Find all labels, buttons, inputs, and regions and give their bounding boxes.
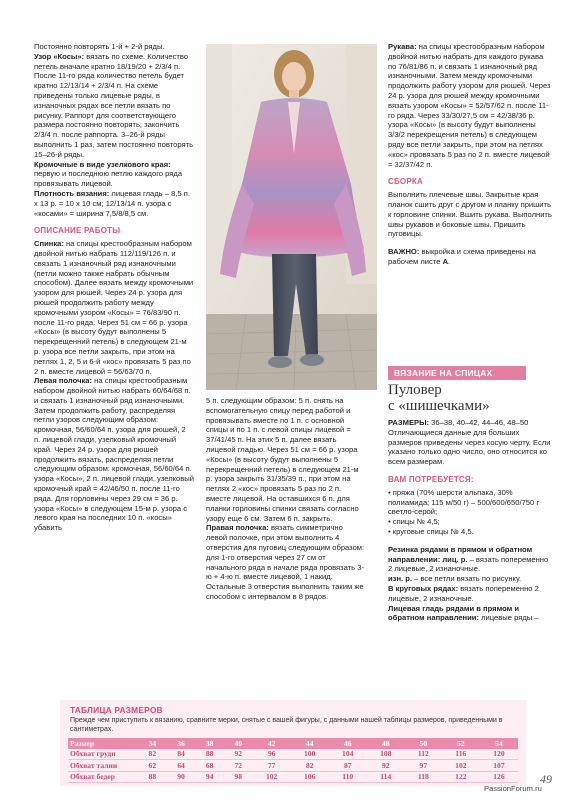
section-heading: ВАМ ПОТРЕБУЕТСЯ: (388, 474, 474, 484)
paragraph: изн. р. – все петли вязать по рисунку. (388, 574, 522, 584)
paragraph: Узор «Косы»: вязать по схеме. Количество петель вначале кратно 18/19/20 + 2/3/4 п. После 11-го ряда количество петель будет кратно 12/13/14 + 2/3/4 п. На схеме приведены только лицевые ряды, в изнаночных рядах все петли вязать по рисунку. Раппорт для соответствующего размера постоянно повторять, закончить 2/3/4 п. после раппорта. 3–26-й ряды выполнить 1 раз, затем постоянно повторять 15–26-й ряды. (34, 51, 194, 159)
paragraph: В круговых рядах: вязать попеременно 2 лицевые, 2 изнаночные. (388, 583, 539, 603)
list-item: • спицы № 4,5; (388, 517, 440, 527)
text-column-1 (34, 42, 194, 533)
table-cell: 77 (253, 760, 291, 772)
table-cell: 82 (138, 749, 167, 760)
title-line: с «шишечками» (388, 398, 490, 414)
table-cell: 104 (329, 749, 367, 760)
paragraph: Левая полочка: на спицы крестообразным набором двойной нитью набрать 60/64/68 п. и связать 1 изнаночный ряд изнаночными. Затем продолжить работу, распределяя петли узоров следующим образом: кромочная, 56/60/64 п. узора для рюшей, 2 п. лицевой глади, узелковый кромочный край. Через 24 р. узора для рюшей продолжить вязать, распределяя петли следующим образом: кромочная, 56/60/64 п. узора «Косы», 2 п. лицевой глади, узелковый кромочный край = 42/46/50 п. после 11-го ряда. Для горловины через 29 см = 36 р. узора «Косы» в следующем 15-м р. узора с левого края на последних 10 п. «косы» убавить (34, 376, 194, 533)
table-header-row (68, 738, 518, 749)
table-cell: 62 (138, 760, 167, 772)
paragraph: Постоянно повторять 1-й + 2-й ряды. (34, 42, 165, 51)
paragraph: Лицевая гладь рядами в прямом и обратном направлении: лицевые ряды – (388, 603, 539, 623)
size-table-note: Прежде чем приступить к вязанию, сравните мерки, снятые с вашей фигуры, с данными нашей таблицы размеров, приведенными в сантиметрах. (70, 717, 503, 733)
table-cell: 118 (405, 771, 442, 783)
table-cell: 116 (442, 749, 480, 760)
table-cell: 72 (224, 760, 253, 772)
table-cell: 92 (367, 760, 405, 772)
section-heading: ОПИСАНИЕ РАБОТЫ (34, 226, 121, 236)
paragraph: Плотность вязания: лицевая гладь – 8,5 п. х 13 р. = 10 х 10 см; 12/13/14 п. узора с «косами» = ширина 7,5/8/8,5 см. (34, 188, 190, 218)
table-cell: 84 (167, 749, 196, 760)
table-cell: 107 (480, 760, 518, 772)
table-cell: 98 (224, 771, 253, 783)
table-cell: 100 (291, 749, 329, 760)
size-table (68, 738, 518, 783)
table-cell: 34 (138, 738, 167, 749)
paragraph: Правая полочка: вязать симметрично левой полочке, при этом выполнить 4 отверстия для пуговиц следующим образом: для 1-го отверстия через 27 см от начального ряда в начале ряда провязать 3-ю + 4-ю п. вместе лицевой, 1 накид. Остальные 3 отверстия выполнить таким же способом с интервалом в 8 рядов. (206, 523, 365, 601)
table-cell: 52 (442, 738, 480, 749)
title-line: Пуловер (388, 382, 442, 398)
table-cell: 102 (442, 760, 480, 772)
table-cell: 120 (480, 749, 518, 760)
table-cell: Размер (68, 738, 138, 749)
paragraph: ВАЖНО: выкройка и схема приведены на рабочем листе А. (388, 247, 536, 266)
paragraph: Выполнить плечевые швы. Закрытые края планок сшить друг с другом и планку пришить к горловине спинки. Вшить рукава. Выполнить швы рукавов и боковые швы. Пришить пуговицы. (388, 190, 552, 239)
paragraph: Рукава: на спицы крестообразным набором двойной нитью набрать для каждого рукава по 76/81/86 п. и связать 1 изнаночный ряд изнаночными. Затем между кромочными продолжить работу узором для рюшей. Через 24 р. узора для рюшей между кромочными вязать узором «Косы» = 52/57/62 п. после 11-го ряда. Через 33/30/27,5 см = 42/38/36 р. узора «Косы» (в высоту будут выполнены 3/3/2 перекрещения петель) в следующем ряду все петли закрыть, при этом на петлях «кос» провязать 5 раз по 2 п. вместе лицевой = 32/37/42 п. (388, 42, 551, 169)
table-cell: 50 (405, 738, 442, 749)
table-cell: 96 (253, 749, 291, 760)
table-cell: 126 (480, 771, 518, 783)
table-cell: 87 (329, 760, 367, 772)
table-cell: 92 (224, 749, 253, 760)
table-cell: 110 (329, 771, 367, 783)
table-cell: 97 (405, 760, 442, 772)
paragraph: Спинка: на спицы крестообразным набором двойной нитью набрать 112/119/126 п. и связать 1 изнаночный ряд изнаночными (петли можно также набрать обычным способом). Далее вязать между кромочными узором для рюшей. Через 24 р. узора для рюшей продолжить работу между кромочными узором «Косы» = 76/83/90 п. после 11-го ряда. Через 51 см = 66 р. узора «Косы» (в высоту будут выполнены 5 перекрещенний петель) в следующем 21-м р. узора все петли закрыть, при этом на петлях 1, 2, 5 и 6-й «кос» провязать 5 раз по 2 п. вместе лицевой = 56/63/70 п. (34, 239, 194, 376)
table-cell: 112 (405, 749, 442, 760)
section-heading: СБОРКА (388, 177, 423, 187)
table-cell: 64 (167, 760, 196, 772)
text-column-2 (206, 396, 366, 602)
table-cell: 40 (224, 738, 253, 749)
page-number: 49 (540, 772, 552, 786)
table-cell: 94 (195, 771, 224, 783)
list-item: • пряжа (70% шерсти альпака, 30% полиамида; 115 м/50 г) – 500/600/650/750 г светло-серой; (388, 487, 540, 517)
table-cell: 108 (367, 749, 405, 760)
paragraph: Резинка рядами в прямом и обратном направлении: лиц. р. – вязать попеременно 2 лицевые, 2 изнаночные. (388, 544, 549, 574)
table-cell: 88 (138, 771, 167, 783)
table-cell: 90 (167, 771, 196, 783)
model-photo (206, 44, 377, 390)
site-watermark: PassionForum.ru (484, 784, 542, 793)
category-banner: ВЯЗАНИЕ НА СПИЦАХ (388, 366, 526, 380)
paragraph: РАЗМЕРЫ: 36–38, 40–42, 44–46, 48–50 Отличающиеся данные для больших размеров приведены через косую черту. Если указано только одно число, оно относится ко всем размерам. (388, 418, 551, 467)
size-table-box (60, 700, 526, 786)
model-photo-illustration (206, 44, 377, 390)
table-cell: 122 (442, 771, 480, 783)
table-cell: 88 (195, 749, 224, 760)
table-cell: 48 (367, 738, 405, 749)
table-cell: 38 (195, 738, 224, 749)
table-cell: 36 (167, 738, 196, 749)
table-row (68, 771, 518, 783)
table-row (68, 760, 518, 772)
paragraph: Кромочные в виде узелкового края: первую и последнюю петлю каждого ряда провязывать лицевой. (34, 159, 183, 189)
table-cell: 114 (367, 771, 405, 783)
article-title (388, 382, 490, 414)
size-table-heading: ТАБЛИЦА РАЗМЕРОВ (70, 705, 163, 715)
table-cell: 44 (291, 738, 329, 749)
table-cell: 68 (195, 760, 224, 772)
text-column-4 (388, 418, 552, 623)
table-row (68, 749, 518, 760)
table-cell: 102 (253, 771, 291, 783)
table-cell: Обхват бедер (68, 771, 138, 783)
table-cell: 54 (480, 738, 518, 749)
table-cell: 106 (291, 771, 329, 783)
table-cell: 46 (329, 738, 367, 749)
paragraph: 5 п. следующим образом: 5 п. снять на вспомогательную спицу перед работой и провязывать вместе по 1 п. с основной спицы и по 1 п. с левой спицы лицевой = 37/41/45 п. На этих 5 п. далее вязать лицевой гладью. Через 51 см = 66 р. узора «Косы» (в высоту будут выполнены 5 перекрещенний петель) в следующем 21-м р. узора закрыть 31/35/39 п., при этом на петлях 2 «кос» провязать 5 раз по 2 п. вместе лицевой. На оставшихся 6 п. для планки горловины спинки связать согласно узору еще 6 см. Затем 6 п. закрыть. (206, 396, 359, 523)
table-cell: 42 (253, 738, 291, 749)
list-item: • круговые спицы № 4,5. (388, 526, 474, 536)
table-cell: 82 (291, 760, 329, 772)
text-column-3 (388, 42, 552, 267)
table-cell: Обхват груди (68, 749, 138, 760)
table-cell: Обхват талии (68, 760, 138, 772)
